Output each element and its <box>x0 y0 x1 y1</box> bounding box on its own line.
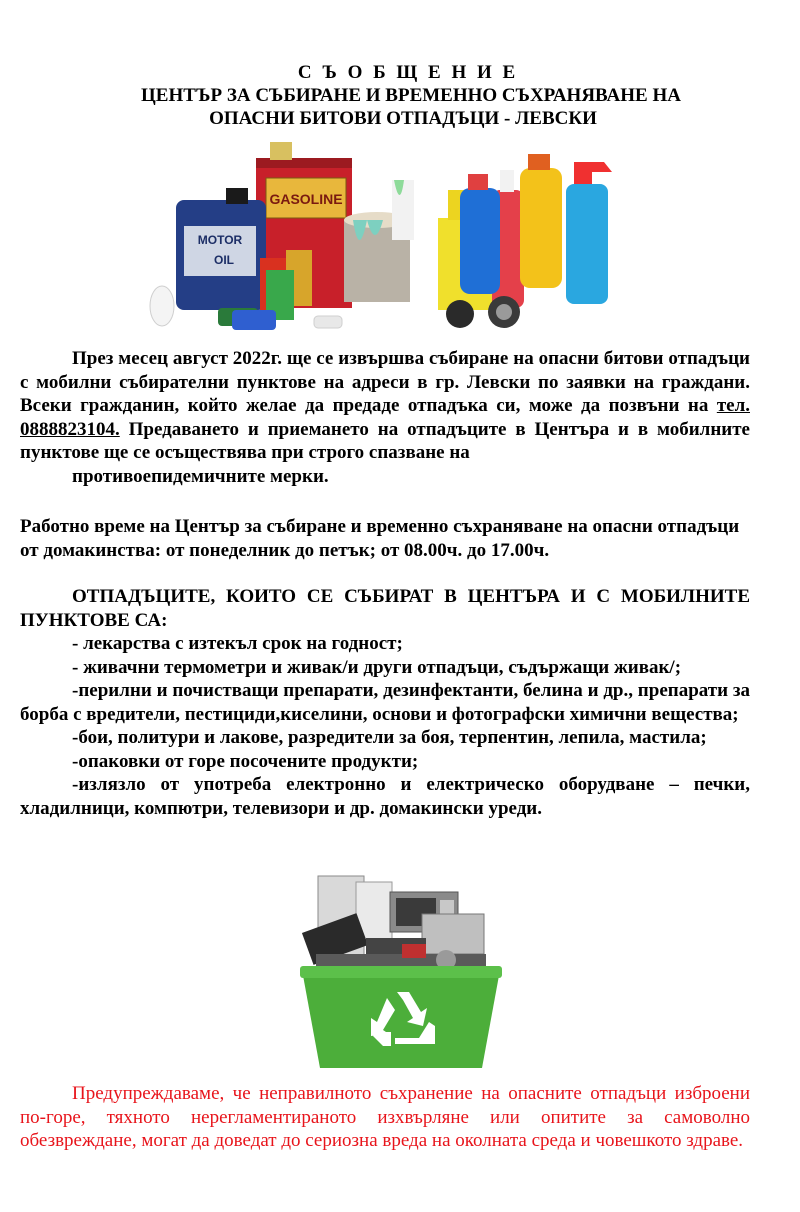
list-item: -излязло от употреба електронно и електрическо оборудване – печки, хладилници, компютри, телевизори и др. домакински уреди. <box>20 774 750 819</box>
list-item: - лекарства с изтекъл срок на годност; <box>72 633 403 654</box>
bin-rim <box>300 966 502 978</box>
intro-text-3: противоепидемичните мерки. <box>72 465 329 487</box>
list-item: -опаковки от горе посочените продукти; <box>72 750 419 772</box>
motor-label: MOTOR <box>197 233 243 247</box>
oil-label: OIL <box>214 253 234 267</box>
list-item: -бои, политури и лакове, разредители за боя, терпентин, лепила, мастила; <box>72 727 707 748</box>
gasoline-label: GASOLINE <box>269 191 343 207</box>
notice-title: С Ъ О Б Щ Е Н И Е <box>297 62 519 83</box>
warning-paragraph: Предупреждаваме, че неправилното съхранение на опасните отпадъци изброени по-горе, тяхното нерегламентираното изхвърляне или опитите за самоволно обезвреждане, могат да доведат до сериозна вреда на околната среда и човешкото здраве. <box>20 1083 750 1151</box>
detergent-bottles-icon <box>438 154 612 328</box>
phone-number: тел. 0888823104. <box>20 395 750 440</box>
paint-can-icon <box>344 180 414 302</box>
intro-text-1: През месец август 2022г. ще се извършва събиране на опасни битови отпадъци с мобилни събирателни пунктове на адреси в гр. Левски по заявки на граждани. Всеки гражданин, който желае да предаде отпадъка си, може да позвъни на <box>20 348 750 416</box>
hazardous-products-image <box>148 140 648 340</box>
intro-paragraph <box>20 347 750 488</box>
waste-list <box>20 585 750 820</box>
list-item: -перилни и почистващи препарати, дезинфектанти, белина и др., препарати за борба с вредители, пестициди,киселини, основи и фотографски химични вещества; <box>20 680 750 725</box>
working-hours: Работно време на Център за събиране и временно съхраняване на опасни отпадъци от домакинства: от понеделник до петък; от 08.00ч. до 17.00ч. <box>20 516 740 561</box>
intro-text-2: Предаването и приемането на отпадъците в Центъра и в мобилните пунктове ще се осъществява при строго спазване на <box>20 418 750 463</box>
recycling-bin-image <box>296 874 506 1072</box>
waste-list-heading: ОТПАДЪЦИТЕ, КОИТО СЕ СЪБИРАТ В ЦЕНТЪРА И С МОБИЛНИТЕ ПУНКТОВЕ СА: <box>20 586 750 631</box>
list-item: - живачни термометри и живак/и други отпадъци, съдържащи живак/; <box>72 656 682 678</box>
motor-oil-bottle-icon <box>176 188 266 310</box>
center-name-line1: ЦЕНТЪР ЗА СЪБИРАНЕ И ВРЕМЕННО СЪХРАНЯВАНЕ НА <box>141 85 681 106</box>
green-bin <box>302 970 500 1068</box>
electronics-icon <box>302 876 486 978</box>
center-name-line2: ОПАСНИ БИТОВИ ОТПАДЪЦИ - ЛЕВСКИ <box>209 108 597 129</box>
